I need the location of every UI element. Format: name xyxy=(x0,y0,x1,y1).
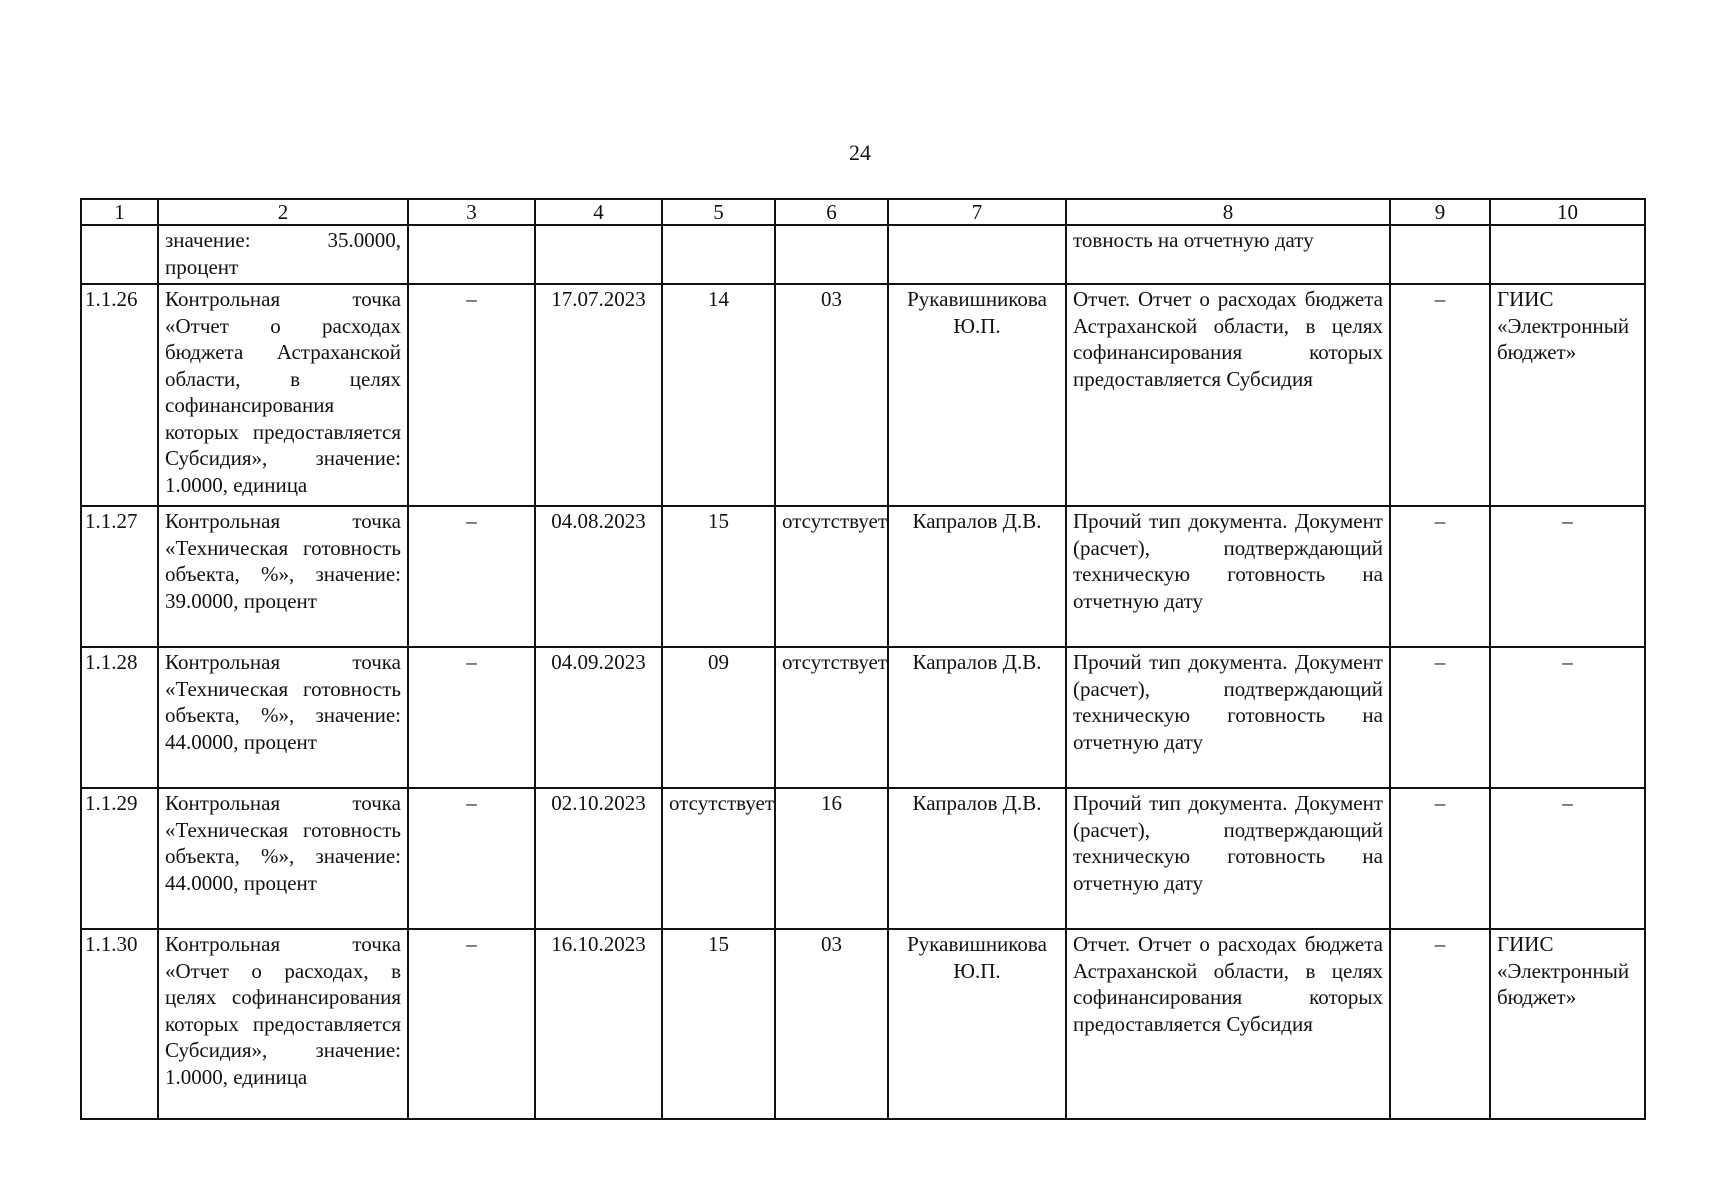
row-responsible: Капралов Д.В. xyxy=(888,788,1066,929)
row-description: Контрольная точка «Техническая готовность объекта, %», значение: 39.0000, процент xyxy=(158,506,408,647)
row-col5: 14 xyxy=(662,284,775,506)
row-system: – xyxy=(1490,788,1645,929)
row-responsible: Рукавишникова Ю.П. xyxy=(888,929,1066,1119)
row-description: Контрольная точка «Отчет о расходах, в целях софинансирования которых предоставляется Субсидия», значение: 1.0000, единица xyxy=(158,929,408,1119)
column-header: 7 xyxy=(888,199,1066,225)
row-id: 1.1.27 xyxy=(81,506,158,647)
row-col6: отсутствует xyxy=(775,506,888,647)
column-number-row xyxy=(81,199,1645,225)
row-date: 04.08.2023 xyxy=(535,506,662,647)
row-system xyxy=(1490,225,1645,284)
row-col5: 15 xyxy=(662,506,775,647)
table-row xyxy=(81,788,1645,929)
control-points-table xyxy=(80,198,1646,1120)
column-header: 5 xyxy=(662,199,775,225)
row-col9: – xyxy=(1390,788,1490,929)
row-col5: 15 xyxy=(662,929,775,1119)
row-responsible: Рукавишникова Ю.П. xyxy=(888,284,1066,506)
row-document: Прочий тип документа. Документ (расчет), подтверждающий техническую готовность на отчетную дату xyxy=(1066,506,1390,647)
row-col3: – xyxy=(408,788,535,929)
column-header: 9 xyxy=(1390,199,1490,225)
column-header: 4 xyxy=(535,199,662,225)
row-responsible: Капралов Д.В. xyxy=(888,647,1066,788)
row-description: значение: 35.0000, процент xyxy=(158,225,408,284)
row-date: 02.10.2023 xyxy=(535,788,662,929)
row-responsible xyxy=(888,225,1066,284)
row-date xyxy=(535,225,662,284)
row-id xyxy=(81,225,158,284)
table-row xyxy=(81,929,1645,1119)
column-header: 2 xyxy=(158,199,408,225)
row-col9: – xyxy=(1390,506,1490,647)
row-col9: – xyxy=(1390,647,1490,788)
table-row xyxy=(81,647,1645,788)
table-row xyxy=(81,284,1645,506)
column-header: 8 xyxy=(1066,199,1390,225)
row-id: 1.1.26 xyxy=(81,284,158,506)
row-id: 1.1.29 xyxy=(81,788,158,929)
row-col5 xyxy=(662,225,775,284)
row-col3: – xyxy=(408,506,535,647)
row-col6: 16 xyxy=(775,788,888,929)
row-col6: 03 xyxy=(775,284,888,506)
row-date: 04.09.2023 xyxy=(535,647,662,788)
row-document: Отчет. Отчет о расходах бюджета Астраханской области, в целях софинансирования которых предоставляется Субсидия xyxy=(1066,929,1390,1119)
row-col5: 09 xyxy=(662,647,775,788)
row-col5: отсутствует xyxy=(662,788,775,929)
row-id: 1.1.30 xyxy=(81,929,158,1119)
column-header: 1 xyxy=(81,199,158,225)
table-row xyxy=(81,506,1645,647)
row-document: товность на отчетную дату xyxy=(1066,225,1390,284)
row-col9: – xyxy=(1390,284,1490,506)
row-col6 xyxy=(775,225,888,284)
row-col9: – xyxy=(1390,929,1490,1119)
table-row xyxy=(81,225,1645,284)
row-system: ГИИС «Электронный бюджет» xyxy=(1490,929,1645,1119)
row-system: – xyxy=(1490,647,1645,788)
row-col3: – xyxy=(408,647,535,788)
row-responsible: Капралов Д.В. xyxy=(888,506,1066,647)
row-date: 16.10.2023 xyxy=(535,929,662,1119)
row-document: Отчет. Отчет о расходах бюджета Астраханской области, в целях софинансирования которых предоставляется Субсидия xyxy=(1066,284,1390,506)
row-col9 xyxy=(1390,225,1490,284)
row-date: 17.07.2023 xyxy=(535,284,662,506)
row-col3 xyxy=(408,225,535,284)
column-header: 3 xyxy=(408,199,535,225)
page-number: 24 xyxy=(849,140,871,165)
row-description: Контрольная точка «Отчет о расходах бюджета Астраханской области, в целях софинансирования которых предоставляется Субсидия», значение: 1.0000, единица xyxy=(158,284,408,506)
row-system: – xyxy=(1490,506,1645,647)
row-col6: отсутствует xyxy=(775,647,888,788)
row-col6: 03 xyxy=(775,929,888,1119)
row-document: Прочий тип документа. Документ (расчет), подтверждающий техническую готовность на отчетную дату xyxy=(1066,647,1390,788)
row-description: Контрольная точка «Техническая готовность объекта, %», значение: 44.0000, процент xyxy=(158,647,408,788)
row-document: Прочий тип документа. Документ (расчет), подтверждающий техническую готовность на отчетную дату xyxy=(1066,788,1390,929)
column-header: 10 xyxy=(1490,199,1645,225)
row-system: ГИИС «Электронный бюджет» xyxy=(1490,284,1645,506)
row-col3: – xyxy=(408,284,535,506)
row-description: Контрольная точка «Техническая готовность объекта, %», значение: 44.0000, процент xyxy=(158,788,408,929)
column-header: 6 xyxy=(775,199,888,225)
row-col3: – xyxy=(408,929,535,1119)
row-id: 1.1.28 xyxy=(81,647,158,788)
